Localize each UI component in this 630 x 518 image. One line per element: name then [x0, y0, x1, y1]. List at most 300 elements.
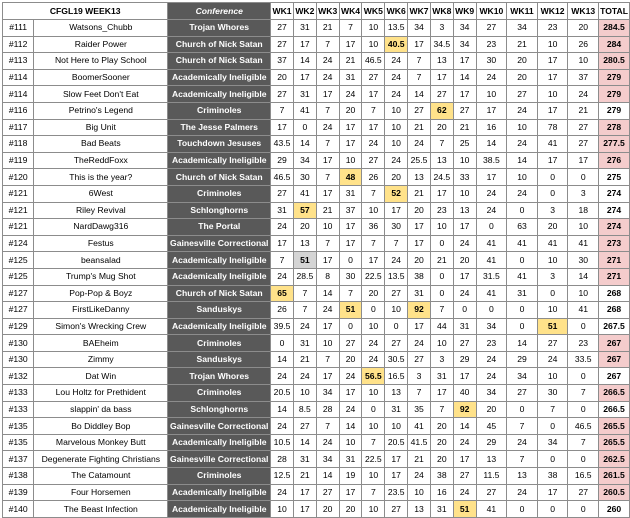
- week-score-cell: 20: [507, 69, 538, 86]
- rank-cell: #125: [3, 252, 34, 269]
- rank-cell: #133: [3, 401, 34, 418]
- week-score-cell: 17: [568, 152, 599, 169]
- total-cell: 279: [599, 69, 630, 86]
- week-score-cell: 24: [385, 53, 408, 70]
- week-score-cell: 37: [271, 53, 294, 70]
- week-score-cell: 14: [568, 268, 599, 285]
- week-score-cell: 39.5: [271, 318, 294, 335]
- table-row: [3, 86, 630, 103]
- week-score-cell: 27: [385, 501, 408, 518]
- total-cell: 274: [599, 219, 630, 236]
- week-score-cell: 22.5: [362, 451, 385, 468]
- total-cell: 267: [599, 368, 630, 385]
- week-score-cell: 17: [453, 451, 476, 468]
- week-score-cell: 7: [316, 418, 339, 435]
- rank-cell: #129: [3, 318, 34, 335]
- rank-cell: #117: [3, 119, 34, 136]
- total-cell: 266.5: [599, 385, 630, 402]
- total-cell: 265.5: [599, 418, 630, 435]
- table-row: [3, 468, 630, 485]
- week-score-cell: 29: [476, 434, 507, 451]
- team-name-cell: Riley Revival: [34, 202, 168, 219]
- week-score-cell: 24: [385, 252, 408, 269]
- rank-cell: #127: [3, 302, 34, 319]
- week-score-cell: 17: [476, 169, 507, 186]
- week-score-cell: 17: [293, 501, 316, 518]
- week-score-cell: 17: [339, 385, 362, 402]
- team-name-cell: slappin' da bass: [34, 401, 168, 418]
- week-header: WK11: [507, 3, 538, 20]
- week-score-cell: 7: [271, 102, 294, 119]
- week-score-cell: 24: [339, 401, 362, 418]
- table-row: [3, 501, 630, 518]
- week-score-cell: 14: [316, 468, 339, 485]
- week-score-cell: 16: [430, 484, 453, 501]
- rank-cell: #135: [3, 418, 34, 435]
- week-score-cell: 16.5: [385, 368, 408, 385]
- rank-cell: #113: [3, 53, 34, 70]
- week-header: WK10: [476, 3, 507, 20]
- week-score-cell: 10: [271, 501, 294, 518]
- week-score-cell: 28.5: [293, 268, 316, 285]
- team-name-cell: Raider Power: [34, 36, 168, 53]
- week-score-cell: 17: [453, 53, 476, 70]
- week-score-cell: 24: [476, 185, 507, 202]
- team-name-cell: Pop-Pop & Boyz: [34, 285, 168, 302]
- week-score-cell: 17: [408, 219, 431, 236]
- week-score-cell: 17: [537, 102, 568, 119]
- week-score-cell: 27: [568, 136, 599, 153]
- table-row: [3, 219, 630, 236]
- week-score-cell: 46.5: [568, 418, 599, 435]
- week-score-cell: 21: [316, 202, 339, 219]
- week-score-cell: 13: [293, 235, 316, 252]
- week-score-cell: 28: [271, 451, 294, 468]
- week-header: WK3: [316, 3, 339, 20]
- week-score-cell: 7: [362, 102, 385, 119]
- week-score-cell: 14: [271, 401, 294, 418]
- week-score-cell: 7: [430, 401, 453, 418]
- rank-cell: #125: [3, 268, 34, 285]
- week-score-cell: 31: [339, 185, 362, 202]
- week-score-cell: 7: [568, 434, 599, 451]
- rank-cell: #116: [3, 102, 34, 119]
- week-score-cell: 17: [293, 484, 316, 501]
- week-score-cell: 27: [271, 185, 294, 202]
- week-score-cell: 7: [316, 235, 339, 252]
- week-score-cell: 34: [316, 451, 339, 468]
- week-score-cell: 26: [362, 169, 385, 186]
- week-score-cell: 14: [271, 351, 294, 368]
- table-row: [3, 202, 630, 219]
- rank-cell: #138: [3, 468, 34, 485]
- week-score-cell: 17: [430, 185, 453, 202]
- week-header: WK12: [537, 3, 568, 20]
- total-cell: 261.5: [599, 468, 630, 485]
- team-name-cell: Big Unit: [34, 119, 168, 136]
- conference-cell: Criminoles: [168, 335, 271, 352]
- week-score-cell: 10: [385, 418, 408, 435]
- week-score-cell: 30: [537, 385, 568, 402]
- week-score-cell: 10: [568, 285, 599, 302]
- conference-cell: Criminoles: [168, 102, 271, 119]
- week-score-cell: 7: [362, 235, 385, 252]
- rank-cell: #121: [3, 185, 34, 202]
- week-score-cell: 34: [476, 318, 507, 335]
- week-score-cell: 23: [537, 20, 568, 37]
- week-score-cell: 46.5: [362, 53, 385, 70]
- week-score-cell: 17: [362, 119, 385, 136]
- week-score-cell: 7: [293, 285, 316, 302]
- week-score-cell: 17: [271, 235, 294, 252]
- conference-cell: Sanduskys: [168, 351, 271, 368]
- conference-cell: Academically Ineligible: [168, 484, 271, 501]
- week-score-cell: 23: [568, 335, 599, 352]
- table-row: [3, 368, 630, 385]
- table-row: [3, 136, 630, 153]
- week-score-cell: 14: [316, 285, 339, 302]
- week-score-cell: 25: [453, 136, 476, 153]
- week-score-cell: 20: [568, 20, 599, 37]
- week-score-cell: 0: [453, 302, 476, 319]
- team-name-cell: Simon's Wrecking Crew: [34, 318, 168, 335]
- rank-cell: #135: [3, 434, 34, 451]
- team-name-cell: Trump's Mug Shot: [34, 268, 168, 285]
- week-score-cell: 10: [430, 219, 453, 236]
- week-score-cell: 10: [568, 53, 599, 70]
- total-cell: 267.5: [599, 318, 630, 335]
- week-score-cell: 10: [568, 219, 599, 236]
- total-header: TOTAL: [599, 3, 630, 20]
- week-score-cell: 14: [408, 86, 431, 103]
- week-score-cell: 27: [385, 285, 408, 302]
- week-score-cell: 21: [408, 185, 431, 202]
- team-name-cell: Slow Feet Don't Eat: [34, 86, 168, 103]
- team-name-cell: Bad Beats: [34, 136, 168, 153]
- week-score-cell: 17: [537, 53, 568, 70]
- week-score-cell: 35: [408, 401, 431, 418]
- week-score-cell: 16: [476, 119, 507, 136]
- week-score-cell: 27: [339, 335, 362, 352]
- week-header: WK8: [430, 3, 453, 20]
- week-score-cell: 10: [507, 119, 538, 136]
- week-score-cell: 56.5: [362, 368, 385, 385]
- week-score-cell: 38: [408, 268, 431, 285]
- week-score-cell: 3: [430, 20, 453, 37]
- week-score-cell: 20: [507, 53, 538, 70]
- week-score-cell: 34: [316, 385, 339, 402]
- week-score-cell: 20: [430, 418, 453, 435]
- week-score-cell: 13: [385, 385, 408, 402]
- conference-cell: Academically Ineligible: [168, 268, 271, 285]
- week-score-cell: 48: [339, 169, 362, 186]
- week-score-cell: 7: [339, 20, 362, 37]
- total-cell: 280.5: [599, 53, 630, 70]
- week-score-cell: 24: [476, 202, 507, 219]
- week-score-cell: 0: [339, 318, 362, 335]
- total-cell: 278: [599, 119, 630, 136]
- week-score-cell: 20: [362, 285, 385, 302]
- week-score-cell: 37: [339, 202, 362, 219]
- week-score-cell: 20: [339, 501, 362, 518]
- week-score-cell: 44: [430, 318, 453, 335]
- team-name-cell: This is the year?: [34, 169, 168, 186]
- total-cell: 268: [599, 285, 630, 302]
- week-score-cell: 10: [362, 501, 385, 518]
- week-score-cell: 24: [362, 136, 385, 153]
- week-score-cell: 17: [339, 235, 362, 252]
- week-score-cell: 13: [507, 468, 538, 485]
- week-score-cell: 0: [568, 451, 599, 468]
- week-score-cell: 34: [507, 20, 538, 37]
- total-cell: 260: [599, 501, 630, 518]
- week-score-cell: 8: [316, 268, 339, 285]
- week-score-cell: 27: [568, 119, 599, 136]
- rank-cell: #112: [3, 36, 34, 53]
- week-score-cell: 17: [362, 252, 385, 269]
- week-score-cell: 24: [362, 335, 385, 352]
- week-score-cell: 30: [476, 53, 507, 70]
- week-score-cell: 40: [453, 385, 476, 402]
- conference-cell: Criminoles: [168, 468, 271, 485]
- week-score-cell: 78: [537, 119, 568, 136]
- week-score-cell: 46.5: [271, 169, 294, 186]
- week-score-cell: 10: [316, 335, 339, 352]
- team-name-cell: Lou Holtz for Prethident: [34, 385, 168, 402]
- week-score-cell: 24: [293, 368, 316, 385]
- week-score-cell: 13.5: [385, 268, 408, 285]
- week-score-cell: 34: [507, 368, 538, 385]
- team-name-cell: Marvelous Monkey Butt: [34, 434, 168, 451]
- week-score-cell: 34: [537, 434, 568, 451]
- rank-cell: #140: [3, 501, 34, 518]
- week-score-cell: 27: [507, 385, 538, 402]
- week-score-cell: 3: [568, 185, 599, 202]
- total-cell: 273: [599, 235, 630, 252]
- week-score-cell: 41: [568, 235, 599, 252]
- week-score-cell: 41: [507, 235, 538, 252]
- week-score-cell: 7: [362, 434, 385, 451]
- week-score-cell: 21: [316, 20, 339, 37]
- week-score-cell: 7: [271, 252, 294, 269]
- table-row: [3, 69, 630, 86]
- week-score-cell: 17: [408, 235, 431, 252]
- week-score-cell: 41: [568, 302, 599, 319]
- week-score-cell: 24: [271, 219, 294, 236]
- week-score-cell: 34: [453, 20, 476, 37]
- total-cell: 275: [599, 169, 630, 186]
- week-score-cell: 0: [537, 418, 568, 435]
- week-score-cell: 10: [339, 434, 362, 451]
- table-row: [3, 152, 630, 169]
- week-score-cell: 63: [507, 219, 538, 236]
- table-row: [3, 102, 630, 119]
- standings-table: [2, 2, 630, 518]
- week-score-cell: 29: [453, 351, 476, 368]
- week-score-cell: 7: [339, 285, 362, 302]
- week-score-cell: 10: [537, 368, 568, 385]
- week-score-cell: 7: [430, 136, 453, 153]
- week-score-cell: 24: [537, 351, 568, 368]
- week-score-cell: 27: [271, 36, 294, 53]
- week-score-cell: 26: [271, 302, 294, 319]
- week-score-cell: 17: [408, 36, 431, 53]
- week-score-cell: 10: [362, 20, 385, 37]
- team-name-cell: Bo Diddley Bop: [34, 418, 168, 435]
- week-score-cell: 0: [339, 252, 362, 269]
- week-score-cell: 17: [408, 318, 431, 335]
- week-score-cell: 7: [507, 418, 538, 435]
- week-score-cell: 24: [476, 69, 507, 86]
- week-score-cell: 31: [293, 86, 316, 103]
- week-score-cell: 24: [568, 86, 599, 103]
- week-score-cell: 24: [453, 285, 476, 302]
- week-score-cell: 92: [453, 401, 476, 418]
- team-name-cell: Dat Win: [34, 368, 168, 385]
- week-score-cell: 7: [568, 385, 599, 402]
- week-score-cell: 20: [339, 351, 362, 368]
- week-header: WK5: [362, 3, 385, 20]
- week-score-cell: 13: [430, 152, 453, 169]
- table-row: [3, 484, 630, 501]
- week-score-cell: 41: [293, 185, 316, 202]
- header-row: [3, 3, 630, 20]
- week-score-cell: 17: [316, 152, 339, 169]
- week-score-cell: 31: [430, 501, 453, 518]
- total-cell: 271: [599, 252, 630, 269]
- rank-cell: #111: [3, 20, 34, 37]
- week-score-cell: 0: [568, 401, 599, 418]
- week-score-cell: 24: [507, 102, 538, 119]
- week-score-cell: 30: [568, 252, 599, 269]
- week-score-cell: 17: [339, 119, 362, 136]
- week-score-cell: 20: [453, 252, 476, 269]
- team-name-cell: beansalad: [34, 252, 168, 269]
- week-score-cell: 24: [385, 152, 408, 169]
- team-name-cell: 6West: [34, 185, 168, 202]
- week-score-cell: 27: [316, 484, 339, 501]
- rank-cell: #133: [3, 385, 34, 402]
- week-score-cell: 41: [476, 285, 507, 302]
- week-score-cell: 14: [507, 152, 538, 169]
- week-score-cell: 10: [316, 219, 339, 236]
- week-score-cell: 0: [507, 302, 538, 319]
- week-score-cell: 10: [339, 152, 362, 169]
- week-score-cell: 41: [537, 235, 568, 252]
- week-score-cell: 33: [453, 169, 476, 186]
- week-score-cell: 10: [537, 86, 568, 103]
- table-row: [3, 351, 630, 368]
- week-score-cell: 21: [339, 53, 362, 70]
- week-score-cell: 30: [339, 268, 362, 285]
- week-score-cell: 17: [476, 102, 507, 119]
- week-score-cell: 17: [339, 484, 362, 501]
- week-score-cell: 0: [568, 501, 599, 518]
- table-row: [3, 53, 630, 70]
- week-score-cell: 10: [453, 185, 476, 202]
- week-score-cell: 65: [271, 285, 294, 302]
- week-score-cell: 27: [408, 351, 431, 368]
- week-score-cell: 7: [316, 169, 339, 186]
- week-score-cell: 10: [537, 252, 568, 269]
- week-score-cell: 20: [293, 219, 316, 236]
- week-score-cell: 0: [537, 285, 568, 302]
- conference-cell: Trojan Whores: [168, 368, 271, 385]
- week-score-cell: 7: [362, 484, 385, 501]
- week-score-cell: 0: [537, 451, 568, 468]
- week-score-cell: 21: [408, 119, 431, 136]
- week-score-cell: 25.5: [408, 152, 431, 169]
- week-score-cell: 24: [507, 185, 538, 202]
- week-score-cell: 13.5: [385, 20, 408, 37]
- week-score-cell: 33.5: [568, 351, 599, 368]
- week-score-cell: 17: [430, 385, 453, 402]
- week-score-cell: 20.5: [271, 385, 294, 402]
- week-score-cell: 7: [385, 235, 408, 252]
- conference-cell: Academically Ineligible: [168, 501, 271, 518]
- week-score-cell: 17: [537, 152, 568, 169]
- rank-cell: #114: [3, 69, 34, 86]
- total-cell: 279: [599, 86, 630, 103]
- sheet-title: CFGL19 WEEK13: [3, 3, 168, 20]
- week-score-cell: 10: [362, 36, 385, 53]
- week-score-cell: 7: [316, 136, 339, 153]
- week-score-cell: 23: [476, 335, 507, 352]
- total-cell: 262.5: [599, 451, 630, 468]
- week-score-cell: 10: [537, 36, 568, 53]
- week-score-cell: 31: [293, 451, 316, 468]
- week-score-cell: 0: [507, 401, 538, 418]
- week-score-cell: 17: [316, 318, 339, 335]
- week-score-cell: 27: [507, 86, 538, 103]
- week-score-cell: 24: [339, 86, 362, 103]
- team-name-cell: BAEheim: [34, 335, 168, 352]
- table-row: [3, 185, 630, 202]
- conference-cell: Church of Nick Satan: [168, 53, 271, 70]
- rank-cell: #119: [3, 152, 34, 169]
- week-score-cell: 0: [568, 318, 599, 335]
- week-score-cell: 41: [537, 136, 568, 153]
- week-score-cell: 10: [362, 418, 385, 435]
- table-row: [3, 418, 630, 435]
- week-score-cell: 17: [453, 86, 476, 103]
- week-score-cell: 10: [408, 484, 431, 501]
- week-score-cell: 18: [568, 202, 599, 219]
- team-name-cell: Festus: [34, 235, 168, 252]
- team-name-cell: NardDawg316: [34, 219, 168, 236]
- table-row: [3, 36, 630, 53]
- week-score-cell: 10: [362, 385, 385, 402]
- week-score-cell: 21: [293, 468, 316, 485]
- week-score-cell: 27: [476, 20, 507, 37]
- week-score-cell: 17: [271, 119, 294, 136]
- week-score-cell: 24: [316, 434, 339, 451]
- week-score-cell: 24: [507, 484, 538, 501]
- conference-cell: Academically Ineligible: [168, 86, 271, 103]
- week-score-cell: 7: [430, 302, 453, 319]
- week-score-cell: 30.5: [385, 351, 408, 368]
- week-score-cell: 23.5: [385, 484, 408, 501]
- week-score-cell: 41: [293, 102, 316, 119]
- week-score-cell: 0: [537, 501, 568, 518]
- week-score-cell: 24: [316, 302, 339, 319]
- rank-cell: #121: [3, 202, 34, 219]
- week-score-cell: 7: [316, 36, 339, 53]
- week-score-cell: 7: [316, 102, 339, 119]
- week-score-cell: 10: [385, 136, 408, 153]
- conference-cell: Criminoles: [168, 185, 271, 202]
- week-header: WK1: [271, 3, 294, 20]
